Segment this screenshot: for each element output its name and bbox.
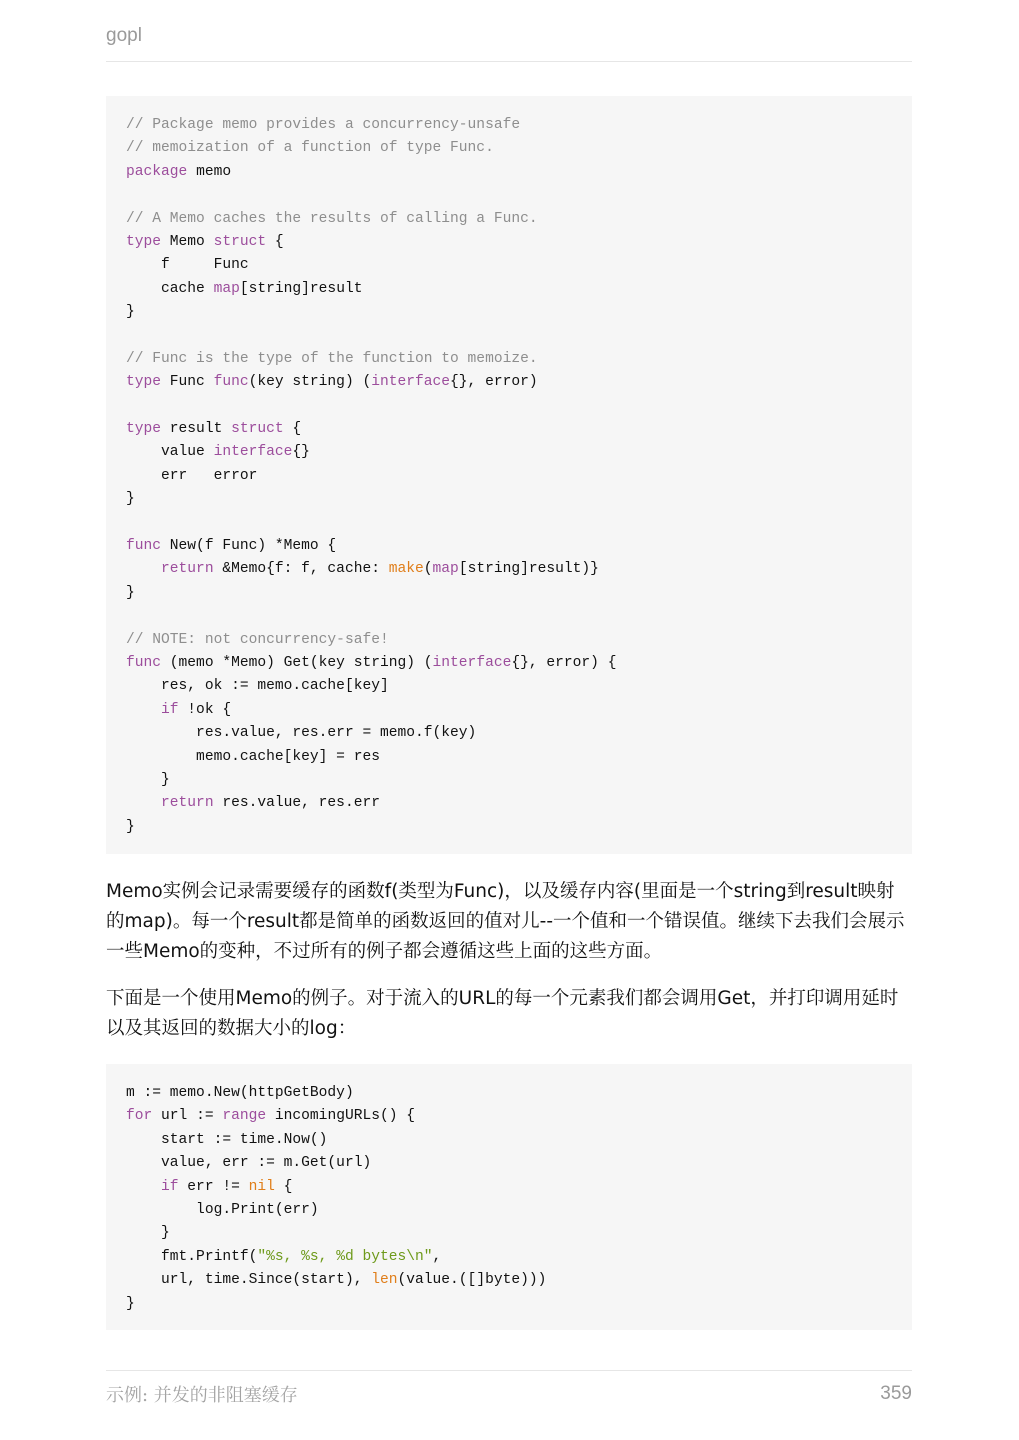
code-text: New(f Func) *Memo { bbox=[161, 538, 337, 555]
code-line bbox=[126, 184, 892, 207]
code-comment: // NOTE: not concurrency-safe! bbox=[126, 631, 389, 648]
code-text: ( bbox=[423, 561, 433, 578]
code-line bbox=[126, 301, 892, 324]
code-text: } bbox=[126, 584, 135, 601]
code-line bbox=[126, 699, 892, 722]
page-footer bbox=[106, 1370, 912, 1421]
code-text: {}, error) bbox=[450, 374, 538, 391]
code-text: result bbox=[161, 421, 232, 438]
code-keyword: return bbox=[161, 561, 214, 578]
code-text: {}, error) { bbox=[511, 654, 617, 671]
code-keyword: map bbox=[432, 561, 459, 578]
code-line bbox=[126, 1152, 892, 1175]
code-text: log.Print(err) bbox=[126, 1201, 319, 1218]
code-line bbox=[126, 1222, 892, 1245]
code-line bbox=[126, 325, 892, 348]
code-line bbox=[126, 582, 892, 605]
code-text: url, time.Since(start), bbox=[126, 1272, 372, 1289]
code-line bbox=[126, 722, 892, 745]
code-line bbox=[126, 535, 892, 558]
code-text bbox=[126, 702, 161, 718]
code-keyword: if bbox=[161, 701, 179, 718]
code-text: res.value, res.err bbox=[213, 795, 380, 812]
code-text: value, err := m.Get(url) bbox=[126, 1155, 372, 1172]
code-text: { bbox=[283, 421, 302, 438]
code-text: { bbox=[266, 233, 284, 250]
code-comment: // memoization of a function of type Func. bbox=[126, 140, 494, 157]
code-line bbox=[126, 512, 892, 535]
code-line bbox=[126, 629, 892, 652]
code-text: Memo bbox=[161, 233, 214, 250]
code-text: } bbox=[126, 771, 170, 788]
code-line bbox=[126, 652, 892, 675]
code-line bbox=[126, 137, 892, 160]
code-keyword: func bbox=[213, 374, 249, 391]
code-line bbox=[126, 816, 892, 839]
code-line bbox=[126, 1269, 892, 1292]
code-line bbox=[126, 441, 892, 464]
code-text: cache bbox=[126, 280, 214, 297]
code-line bbox=[126, 348, 892, 371]
code-text: (memo *Memo) Get(key string) ( bbox=[161, 654, 433, 671]
code-text: } bbox=[126, 1225, 170, 1242]
code-line bbox=[126, 1176, 892, 1199]
code-line bbox=[126, 1293, 892, 1316]
code-text: { bbox=[274, 1178, 293, 1195]
code-keyword: func bbox=[126, 654, 162, 671]
code-block-usage-example bbox=[106, 1064, 912, 1330]
code-comment: // Func is the type of the function to memoize. bbox=[126, 350, 538, 367]
code-keyword: range bbox=[222, 1108, 267, 1125]
code-text: } bbox=[126, 491, 135, 508]
code-line bbox=[126, 1105, 892, 1128]
code-text: !ok { bbox=[178, 701, 232, 718]
code-keyword: if bbox=[161, 1178, 179, 1195]
code-line bbox=[126, 465, 892, 488]
code-keyword: func bbox=[126, 538, 162, 555]
code-text bbox=[126, 795, 161, 811]
code-keyword: struct bbox=[213, 233, 267, 250]
code-text: err error bbox=[126, 467, 258, 484]
code-text: Func bbox=[161, 374, 214, 391]
page-number: 359 bbox=[880, 1383, 912, 1404]
code-line bbox=[126, 1199, 892, 1222]
code-line bbox=[126, 792, 892, 815]
code-keyword: interface bbox=[213, 444, 293, 461]
code-text: } bbox=[126, 304, 135, 321]
code-line bbox=[126, 1246, 892, 1269]
code-line bbox=[126, 161, 892, 184]
code-line bbox=[126, 114, 892, 137]
code-line bbox=[126, 254, 892, 277]
code-text: url := bbox=[152, 1108, 223, 1125]
code-text: err != bbox=[178, 1178, 249, 1195]
code-keyword: type bbox=[126, 421, 162, 438]
code-text: res, ok := memo.cache[key] bbox=[126, 678, 389, 695]
paragraph-memo-description: Memo实例会记录需要缓存的函数f(类型为Func)，以及缓存内容(里面是一个string到result映射的map)。每一个result都是简单的函数返回的值对儿--一个值和一个错误值。继续下去我们会展示一些Memo的变种，不过所有的例子都会遵循这些上面的这些方面。 bbox=[106, 881, 905, 962]
code-line bbox=[126, 278, 892, 301]
code-line bbox=[126, 231, 892, 254]
code-text: (key string) ( bbox=[248, 374, 372, 391]
code-line bbox=[126, 371, 892, 394]
code-line bbox=[126, 746, 892, 769]
code-keyword: map bbox=[213, 280, 240, 297]
code-text: value bbox=[126, 444, 214, 461]
code-text: memo bbox=[187, 163, 232, 180]
code-keyword: package bbox=[126, 163, 188, 180]
code-keyword: return bbox=[161, 795, 214, 812]
code-text: f Func bbox=[126, 257, 249, 274]
code-text: [string]result)} bbox=[458, 561, 599, 578]
code-comment: // A Memo caches the results of calling a Func. bbox=[126, 210, 538, 227]
code-line bbox=[126, 395, 892, 418]
page-header bbox=[106, 24, 912, 62]
code-line bbox=[126, 675, 892, 698]
code-text: {} bbox=[292, 444, 310, 461]
code-keyword: type bbox=[126, 374, 162, 391]
code-string: "%s, %s, %d bytes\n" bbox=[257, 1248, 433, 1265]
section-title: 示例: 并发的非阻塞缓存 bbox=[106, 1385, 298, 1406]
code-text: incomingURLs() { bbox=[266, 1108, 416, 1125]
code-text: res.value, res.err = memo.f(key) bbox=[126, 725, 477, 742]
code-text: } bbox=[126, 818, 135, 835]
code-text: } bbox=[126, 1295, 135, 1312]
code-line bbox=[126, 769, 892, 792]
code-text bbox=[126, 561, 161, 577]
paragraph-usage-intro: 下面是一个使用Memo的例子。对于流入的URL的每一个元素我们都会调用Get，并打印调用延时以及其返回的数据大小的log： bbox=[106, 988, 899, 1039]
code-text: (value.([]byte))) bbox=[397, 1272, 547, 1289]
code-keyword: struct bbox=[231, 421, 284, 438]
code-line bbox=[126, 208, 892, 231]
code-keyword: interface bbox=[371, 374, 451, 391]
code-text: , bbox=[432, 1248, 442, 1265]
code-builtin: make bbox=[388, 561, 424, 578]
code-line bbox=[126, 558, 892, 581]
code-line bbox=[126, 488, 892, 511]
book-title: gopl bbox=[106, 25, 142, 46]
code-line bbox=[126, 418, 892, 441]
code-text: [string]result bbox=[239, 280, 363, 297]
code-comment: // Package memo provides a concurrency-unsafe bbox=[126, 117, 521, 133]
code-builtin: len bbox=[371, 1272, 398, 1289]
code-text: start := time.Now() bbox=[126, 1131, 328, 1148]
code-line bbox=[126, 1082, 892, 1105]
code-text bbox=[126, 1179, 161, 1195]
code-text: fmt.Printf( bbox=[126, 1248, 258, 1265]
code-block-memo-package bbox=[106, 96, 912, 854]
code-text: &Memo{f: f, cache: bbox=[213, 561, 389, 578]
code-builtin: nil bbox=[248, 1178, 275, 1195]
code-keyword: type bbox=[126, 233, 162, 250]
code-text: memo.cache[key] = res bbox=[126, 748, 380, 765]
code-text: m := memo.New(httpGetBody) bbox=[126, 1085, 354, 1101]
code-keyword: for bbox=[126, 1108, 153, 1125]
code-line bbox=[126, 605, 892, 628]
code-line bbox=[126, 1129, 892, 1152]
code-keyword: interface bbox=[432, 654, 512, 671]
